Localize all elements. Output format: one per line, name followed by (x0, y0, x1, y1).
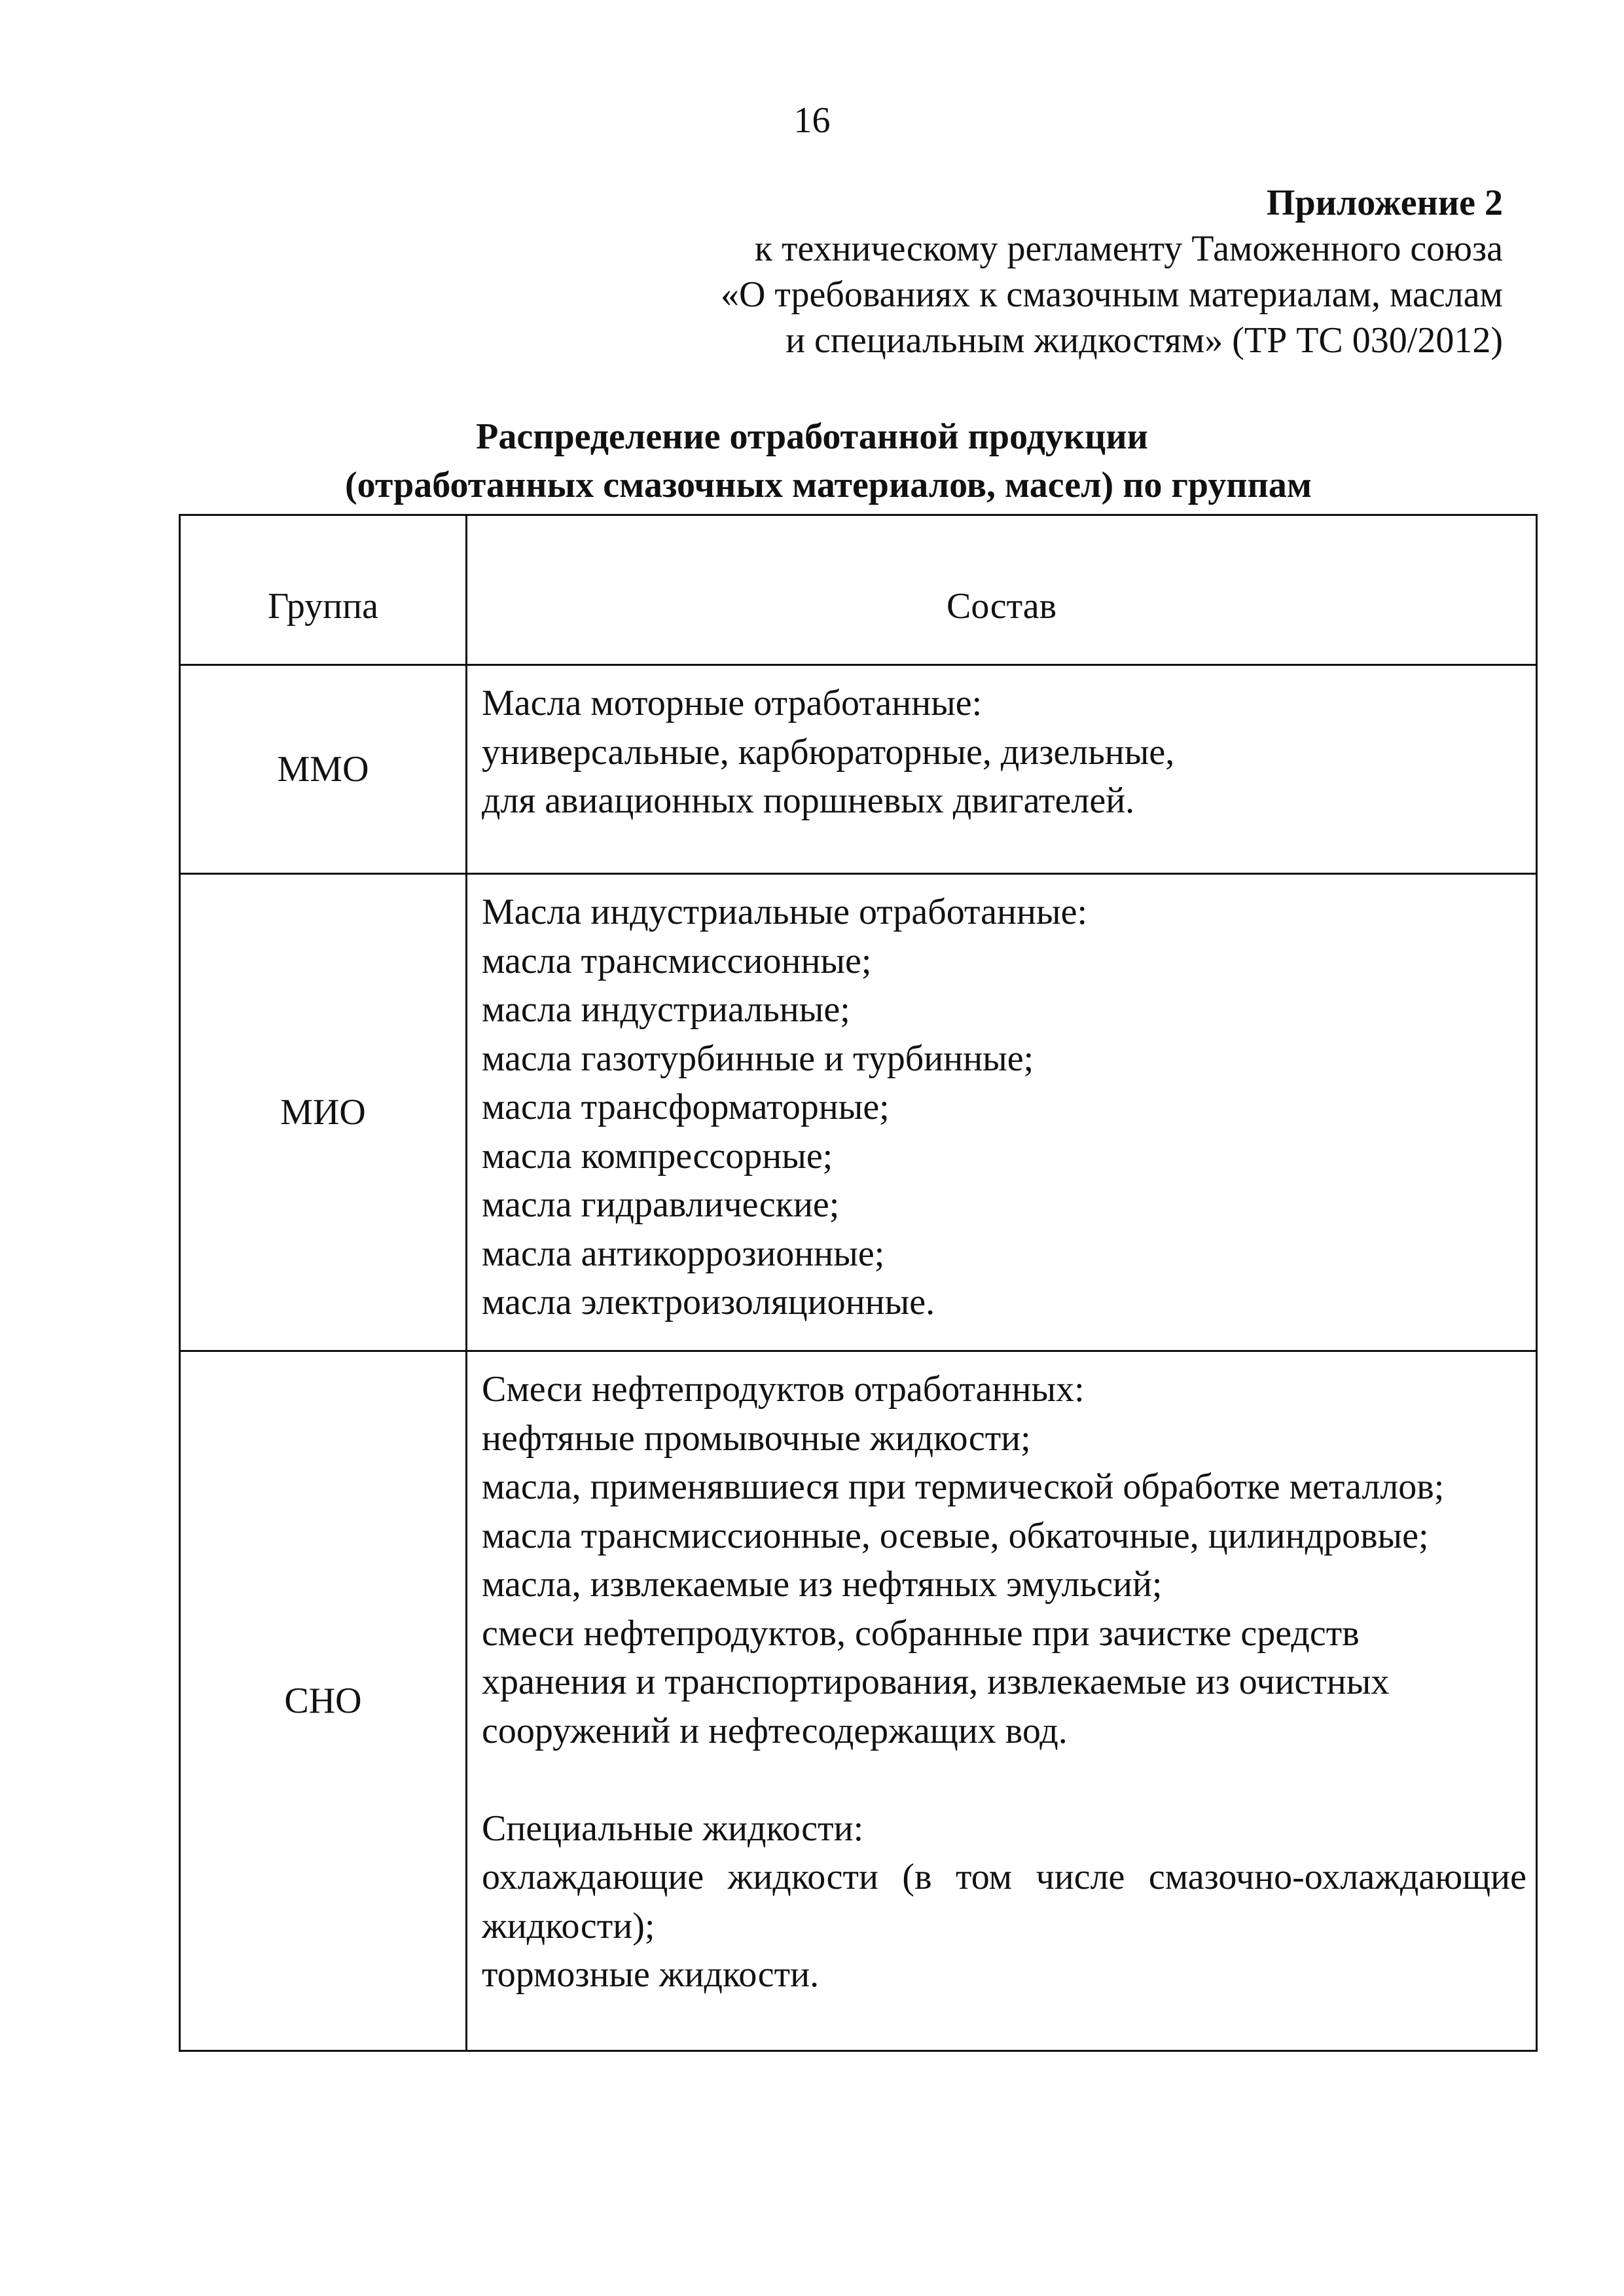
composition-line: масла, извлекаемые из нефтяных эмульсий; (482, 1564, 1163, 1605)
composition-line: масла гидравлические; (482, 1184, 840, 1225)
document-title-line-2: (отработанных смазочных материалов, масел) по группам (345, 465, 1312, 505)
groups-table (179, 514, 1538, 2052)
composition-line: хранения и транспортирования, извлекаемые из очистных (482, 1662, 1390, 1702)
appendix-line-3: и специальным жидкостям» (ТР ТС 030/2012) (785, 320, 1503, 361)
composition-line: нефтяные промывочные жидкости; (482, 1417, 1031, 1459)
composition-cell (467, 665, 1537, 874)
header-group-label: Группа (268, 585, 378, 627)
table-header-row (180, 515, 1537, 665)
composition-line: масла индустриальные; (482, 989, 850, 1030)
table-row (180, 665, 1537, 874)
composition-line: масла трансмиссионные; (482, 940, 872, 981)
appendix-line-2: «О требованиях к смазочным материалам, маслам (720, 274, 1503, 315)
composition-cell (467, 874, 1537, 1351)
composition-line: масла электроизоляционные. (482, 1282, 935, 1322)
group-code: СНО (180, 1351, 467, 2051)
composition-line: масла трансформаторные; (482, 1087, 890, 1127)
composition-line: масла, применявшиеся при термической обработке металлов; (482, 1467, 1445, 1507)
composition-line: масла газотурбинные и турбинные; (482, 1038, 1034, 1079)
composition-line: смеси нефтепродуктов, собранные при зачистке средств (482, 1613, 1360, 1654)
appendix-title: Приложение 2 (1266, 183, 1503, 223)
document-title (0, 412, 1624, 509)
page-number: 16 (793, 100, 831, 141)
composition-line: Масла моторные отработанные: (482, 683, 983, 723)
composition-line: Смеси нефтепродуктов отработанных: (482, 1369, 1085, 1410)
composition-line: универсальные, карбюраторные, дизельные, (482, 731, 1175, 773)
appendix-header (521, 180, 1503, 363)
header-group (180, 515, 467, 665)
table-row (180, 1351, 1537, 2051)
composition-line: жидкости); (482, 1905, 655, 1946)
composition-line: тормозные жидкости. (482, 1954, 820, 1995)
composition-line: Специальные жидкости: (482, 1808, 864, 1849)
header-composition (467, 515, 1537, 665)
composition-line: сооружений и нефтесодержащих вод. (482, 1710, 1068, 1751)
composition-line: масла трансмиссионные, осевые, обкаточные, цилиндровые; (482, 1515, 1429, 1556)
composition-line: масла антикоррозионные; (482, 1233, 885, 1274)
composition-line: Масла индустриальные отработанные: (482, 892, 1088, 932)
header-composition-label: Состав (946, 585, 1057, 627)
composition-line: масла компрессорные; (482, 1135, 833, 1176)
group-code: МИО (180, 874, 467, 1351)
blank-line (482, 1755, 1526, 1804)
group-code: ММО (180, 665, 467, 874)
composition-line: охлаждающие жидкости (в том числе смазочно-охлаждающие (482, 1857, 1526, 1897)
composition-cell (467, 1351, 1537, 2051)
document-title-line-1: Распределение отработанной продукции (476, 416, 1148, 457)
composition-line: для авиационных поршневых двигателей. (482, 780, 1135, 821)
appendix-line-1: к техническому регламенту Таможенного союза (754, 228, 1503, 269)
table-row (180, 874, 1537, 1351)
